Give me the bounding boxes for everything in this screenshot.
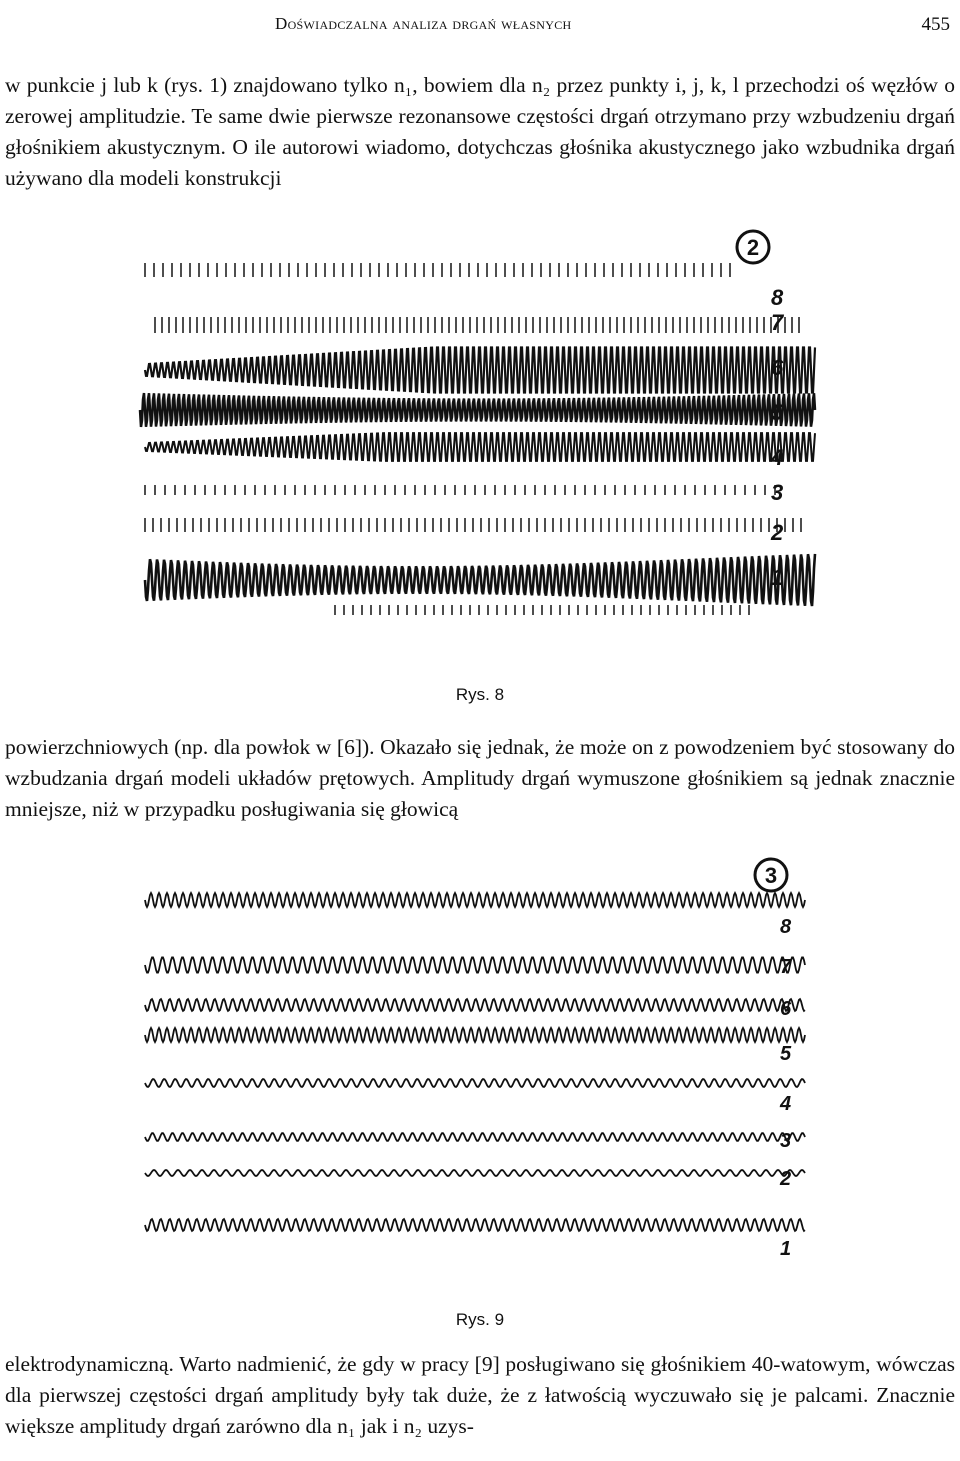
trace-label-7: 7 [771,310,784,335]
figure-badge-number: 2 [746,235,760,260]
trace-label-6: 6 [771,355,784,380]
figure-badge-number: 3 [764,863,778,888]
figure-9-oscillogram [135,855,825,1310]
trace-label-1: 1 [771,565,784,590]
trace-wave-1 [145,1219,805,1231]
trace-label-2: 2 [780,1168,792,1190]
paragraph-3: elektrodynamiczną. Warto nadmienić, że gdy w pracy [9] posługiwano się głośnikiem 40-watowym, wówczas dla pierwszej częstości drgań amplitudy były tak duże, że z łatwością wyczuwało się je palcami. Znacznie większe amplitudy drgań zarówno dla n₁ jak i n₂ uzys- [5,1352,955,1438]
running-head: Doświadczalna analiza drgań własnych [275,14,572,33]
trace-wave-c [145,433,815,461]
trace-top-ticks [145,263,730,277]
trace-ticks-d [335,605,749,615]
trace-label-7: 7 [780,956,792,978]
trace-label-2: 2 [771,520,784,545]
page-header [0,8,960,38]
trace-label-4: 4 [771,445,784,470]
oscillogram-traces [135,855,825,1310]
trace-ticks-c [145,518,801,532]
trace-label-8: 8 [780,916,792,938]
figure-8-caption: Rys. 8 [455,685,505,704]
trace-wave-6 [145,999,805,1011]
paragraph-1: w punkcie j lub k (rys. 1) znajdowano tylko n₁, bowiem dla n₂ przez punkty i, j, k, l przechodzi oś węzłów o zerowej amplitudzie. Te same dwie pierwsze rezonansowe częstości drgań otrzymano przy wzbudzeniu drgań głośnikiem akustycznym. O ile autorowi wiadomo, dotychczas głośnika akustycznego jako wzbudnika drgań używano dla modeli konstrukcji [5,73,955,190]
figure-8-oscillogram [135,225,825,665]
trace-wave-2 [145,1170,805,1176]
trace-label-3: 3 [780,1130,792,1152]
trace-wave-7 [145,957,805,972]
trace-label-5: 5 [771,400,784,425]
trace-ticks-a [155,317,799,333]
page-number: 455 [921,14,950,35]
trace-wave-8 [145,893,805,907]
trace-wave-b [140,393,815,427]
trace-label-8: 8 [771,285,784,310]
trace-label-6: 6 [780,998,792,1020]
trace-label-1: 1 [780,1238,792,1260]
trace-wave-d [145,554,815,606]
trace-label-5: 5 [780,1043,792,1065]
oscillogram-traces [135,225,825,665]
trace-label-3: 3 [771,480,784,505]
trace-ticks-b [145,485,775,495]
figure-9-caption: Rys. 9 [455,1310,505,1329]
paragraph-2: powierzchniowych (np. dla powłok w [6]). Okazało się jednak, że może on z powodzeniem być stosowany do wzbudzania drgań modeli układów prętowych. Amplitudy drgań wymuszone głośnikiem są jednak znacznie mniejsze, niż w przypadku posługiwania się głowicą [5,735,955,821]
trace-wave-3 [145,1133,805,1141]
trace-label-4: 4 [780,1093,792,1115]
trace-wave-a [145,347,815,392]
trace-wave-5 [145,1028,805,1042]
trace-wave-4 [145,1079,805,1087]
